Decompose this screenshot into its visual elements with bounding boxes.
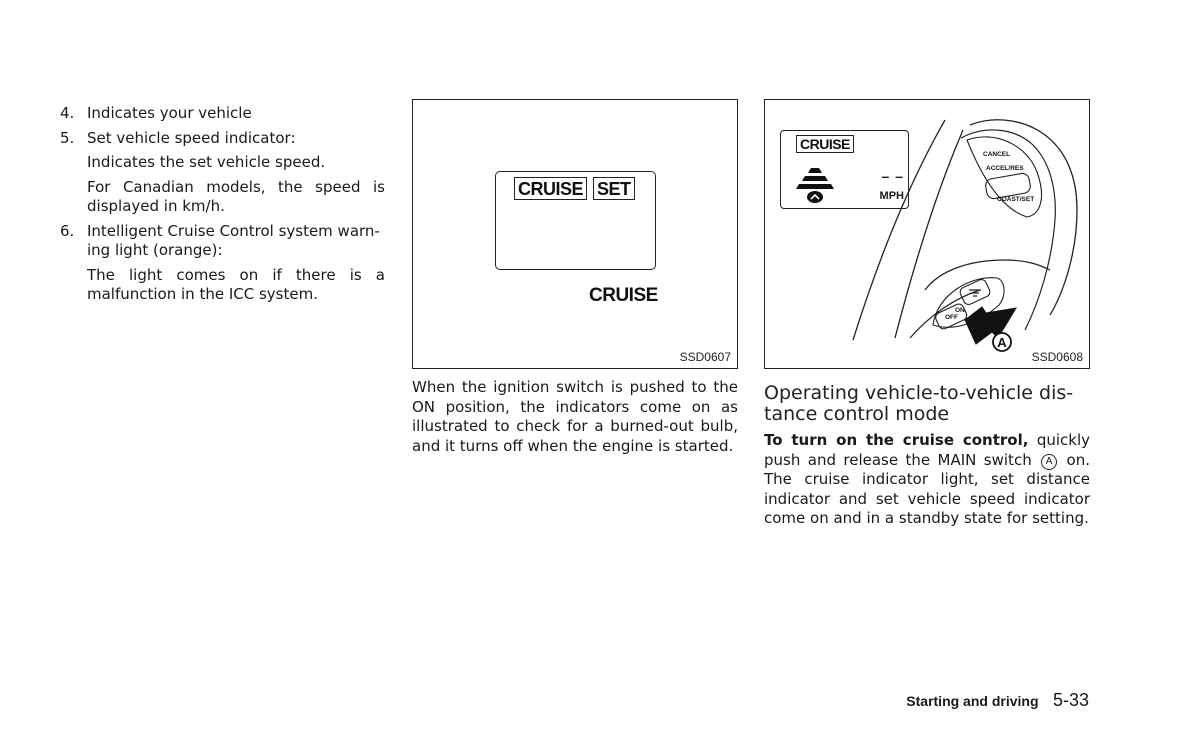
list-item-6 xyxy=(60,222,385,261)
list-number: 4. xyxy=(60,104,75,122)
list-text: Indicates your vehicle xyxy=(87,104,252,122)
footer-section-title: Starting and driving xyxy=(906,693,1039,709)
section-heading: Operating vehicle-to-vehicle dis-tance control mode xyxy=(764,382,1074,425)
list-subtext: Indicates the set vehicle speed. xyxy=(87,153,326,171)
set-speed-dashes: – – xyxy=(881,168,904,184)
list-item-4 xyxy=(60,104,385,124)
main-switch-on-label: ON xyxy=(955,307,965,314)
lcd-display xyxy=(780,130,909,209)
callout-a: A xyxy=(997,335,1007,350)
set-distance-icon xyxy=(795,168,835,206)
lcd-display xyxy=(495,171,656,270)
page-number: 5-33 xyxy=(1052,690,1089,710)
figure-code: SSD0607 xyxy=(679,350,731,364)
list-text: Set vehicle speed indicator: xyxy=(87,128,296,147)
cruise-indicator: CRUISE xyxy=(796,135,854,153)
list-subtext: The light comes on if there is a malfunction in the ICC system. xyxy=(87,265,385,303)
list-number: 6. xyxy=(60,221,75,240)
cruise-indicator-light: CRUISE xyxy=(589,285,658,306)
cancel-switch-label: CANCEL xyxy=(983,151,1011,158)
indicator-list xyxy=(60,104,385,305)
list-text: Intelligent Cruise Control system warn-ing light (orange): xyxy=(87,221,380,259)
accel-res-switch-label: ACCEL/RES xyxy=(986,165,1024,172)
figure-ssd0608 xyxy=(764,99,1090,369)
paragraph-text: on. The cruise indicator light, set distance indicator and set vehicle speed indicator come on and in a standby state for setting. xyxy=(764,450,1090,527)
speed-unit: MPH xyxy=(879,190,904,202)
list-item-5 xyxy=(60,129,385,149)
figure-code: SSD0608 xyxy=(1031,350,1083,364)
callout-a-marker: A xyxy=(1041,454,1057,470)
bold-lead: To turn on the cruise control, xyxy=(764,431,1029,449)
main-switch-off-label: OFF xyxy=(945,314,958,321)
paragraph-text: quickly push and release the MAIN switch xyxy=(764,431,1090,469)
cruise-indicator: CRUISE xyxy=(514,177,587,200)
cruise-on-paragraph xyxy=(764,431,1090,529)
coast-set-switch-label: COAST/SET xyxy=(997,196,1035,203)
page-footer xyxy=(906,690,1089,711)
list-number: 5. xyxy=(60,128,75,147)
list-subtext: For Canadian models, the speed is displayed in km/h. xyxy=(87,177,385,215)
set-indicator: SET xyxy=(593,177,635,200)
figure-ssd0607 xyxy=(412,99,738,369)
ignition-paragraph: When the ignition switch is pushed to the ON position, the indicators come on as illustrated to check for a burned-out bulb, and it turns off when the engine is started. xyxy=(412,378,738,455)
